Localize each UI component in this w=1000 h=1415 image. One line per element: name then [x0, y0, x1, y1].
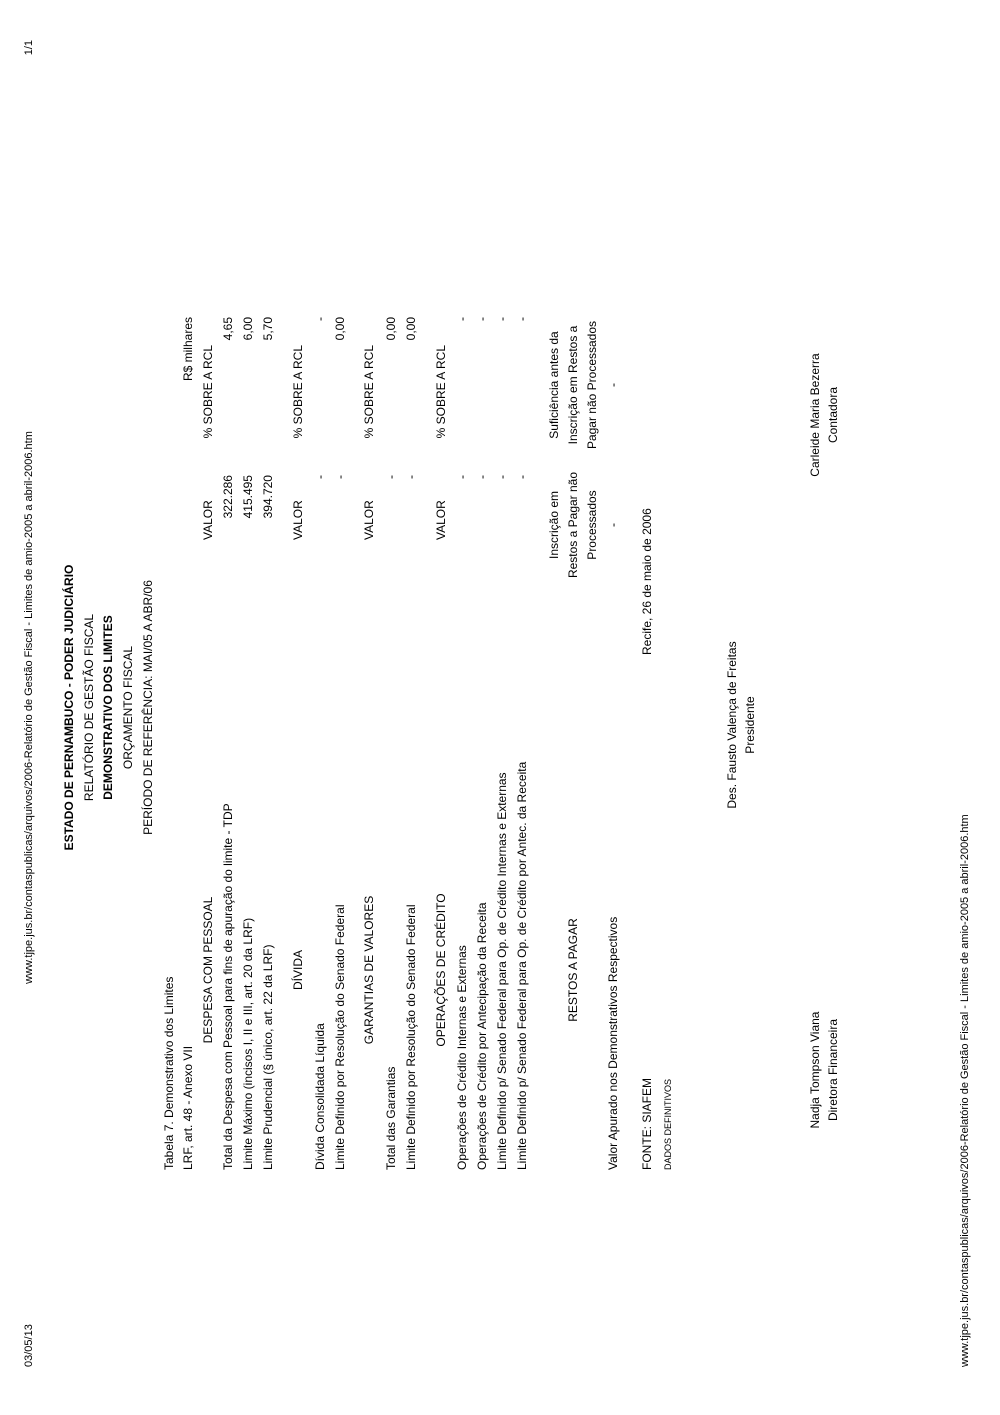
pessoal-row-label: Total da Despesa com Pessoal para fins de apuração do limite - TDP — [221, 803, 235, 1170]
print-url-top: www.tjpe.jus.br/contaspublicas/arquivos/2006-Relatório de Gestão Fiscal - Limites de amio-2005 a abril-2006.htm — [23, 431, 35, 984]
title-report: RELATÓRIO DE GESTÃO FISCAL — [82, 613, 96, 802]
dados-definitivos: DADOS DEFINITIVOS — [663, 1078, 673, 1170]
divida-col-valor: VALOR — [291, 500, 305, 540]
operacoes-row-pct: - — [495, 317, 509, 321]
operacoes-row-valor: - — [455, 475, 469, 479]
signature-contadora-role: Contadora — [826, 386, 840, 444]
operacoes-heading: OPERAÇÕES DE CRÉDITO — [434, 893, 448, 1047]
pessoal-row-label: Limite Máximo (incisos I, II e III, art. 20 da LRF) — [241, 917, 255, 1170]
pessoal-row-valor: 415.495 — [241, 475, 255, 519]
operacoes-row-valor: - — [475, 475, 489, 479]
local-data: Recife, 26 de maio de 2006 — [640, 508, 654, 655]
operacoes-row-label: Limite Definido p/ Senado Federal para Op. de Crédito por Antec. da Receita — [515, 761, 529, 1170]
pessoal-row-valor: 322.286 — [221, 475, 235, 519]
print-date: 03/05/13 — [23, 1324, 35, 1367]
restos-col1-line: Processados — [585, 490, 599, 560]
garantias-row-label: Limite Definido por Resolução do Senado Federal — [404, 904, 418, 1170]
divida-row-pct: 0,00 — [333, 317, 347, 341]
restos-row-label: Valor Apurado nos Demonstrativos Respectivos — [606, 916, 620, 1170]
garantias-row-valor: - — [384, 475, 398, 479]
pessoal-col-pct: % SOBRE A RCL — [201, 345, 215, 439]
title-orcamento: ORÇAMENTO FISCAL — [121, 645, 135, 770]
pessoal-row-pct: 4,65 — [221, 317, 235, 341]
pessoal-row-label: Limite Prudencial (§ único, art. 22 da LRF) — [261, 944, 275, 1170]
operacoes-row-valor: - — [515, 475, 529, 479]
restos-col1-line: Restos a Pagar não — [566, 471, 580, 579]
garantias-col-pct: % SOBRE A RCL — [362, 345, 376, 439]
divida-heading: DÍVIDA — [291, 950, 305, 991]
garantias-heading: GARANTIAS DE VALORES — [362, 895, 376, 1045]
restos-col2-line: Suficiência antes da — [547, 331, 561, 439]
units-label: R$ milhares — [181, 317, 195, 382]
restos-col2-line: Inscrição em Restos a — [566, 325, 580, 445]
divida-col-pct: % SOBRE A RCL — [291, 345, 305, 439]
divida-row-valor: - — [313, 475, 327, 479]
pessoal-col-valor: VALOR — [201, 500, 215, 540]
pessoal-row-valor: 394.720 — [261, 475, 275, 519]
print-page-number: 1/1 — [23, 40, 35, 56]
signature-diretora-role: Diretora Financeira — [826, 1018, 840, 1122]
pessoal-heading: DESPESA COM PESSOAL — [201, 896, 215, 1044]
divida-row-label: Limite Definido por Resolução do Senado Federal — [333, 904, 347, 1170]
garantias-col-valor: VALOR — [362, 500, 376, 540]
divida-row-label: Dívida Consolidada Líquida — [313, 1023, 327, 1170]
pessoal-row-pct: 5,70 — [261, 317, 275, 341]
signature-presidente-role: Presidente — [743, 696, 757, 754]
restos-col1-line: Inscrição em — [547, 490, 561, 560]
table-caption: Tabela 7. Demonstrativo dos Limites — [162, 976, 176, 1170]
print-url-bottom: www.tjpe.jus.br/contaspublicas/arquivos/2006-Relatório de Gestão Fiscal - Limites de amio-2005 a abril-2006.htm — [959, 814, 971, 1367]
pessoal-row-pct: 6,00 — [241, 317, 255, 341]
operacoes-row-label: Limite Definido p/ Senado Federal para Op. de Crédito Internas e Externas — [495, 772, 509, 1170]
operacoes-row-valor: - — [495, 475, 509, 479]
restos-row-value-2: - — [606, 383, 620, 387]
operacoes-col-valor: VALOR — [434, 500, 448, 540]
divida-row-valor: - — [333, 475, 347, 479]
signature-presidente-name: Des. Fausto Valença de Freitas — [725, 641, 739, 809]
signature-contadora-name: Carleide Maria Bezerra — [808, 353, 822, 477]
operacoes-row-pct: - — [475, 317, 489, 321]
divida-row-pct: - — [313, 317, 327, 321]
garantias-row-pct: 0,00 — [384, 317, 398, 341]
operacoes-row-pct: - — [455, 317, 469, 321]
garantias-row-valor: - — [404, 475, 418, 479]
operacoes-col-pct: % SOBRE A RCL — [434, 345, 448, 439]
operacoes-row-label: Operações de Crédito Internas e Externas — [455, 945, 469, 1170]
operacoes-row-pct: - — [515, 317, 529, 321]
title-periodo: PERÍODO DE REFERÊNCIA: MAI/05 A ABR/06 — [141, 580, 155, 835]
garantias-row-pct: 0,00 — [404, 317, 418, 341]
signature-diretora-name: Nadja Tompson Viana — [808, 1011, 822, 1129]
fonte-label: FONTE: SIAFEM — [640, 1077, 654, 1170]
garantias-row-label: Total das Garantias — [384, 1066, 398, 1170]
restos-row-value-1: - — [606, 523, 620, 527]
restos-heading: RESTOS A PAGAR — [566, 918, 580, 1022]
title-demonstrativo: DEMONSTRATIVO DOS LIMITES — [101, 615, 115, 800]
lrf-reference: LRF, art. 48 - Anexo VII — [181, 1045, 195, 1170]
operacoes-row-label: Operações de Crédito por Antecipação da Receita — [475, 902, 489, 1170]
title-state: ESTADO DE PERNAMBUCO - PODER JUDICIÁRIO — [62, 564, 76, 851]
restos-col2-line: Pagar não Processados — [585, 320, 599, 450]
